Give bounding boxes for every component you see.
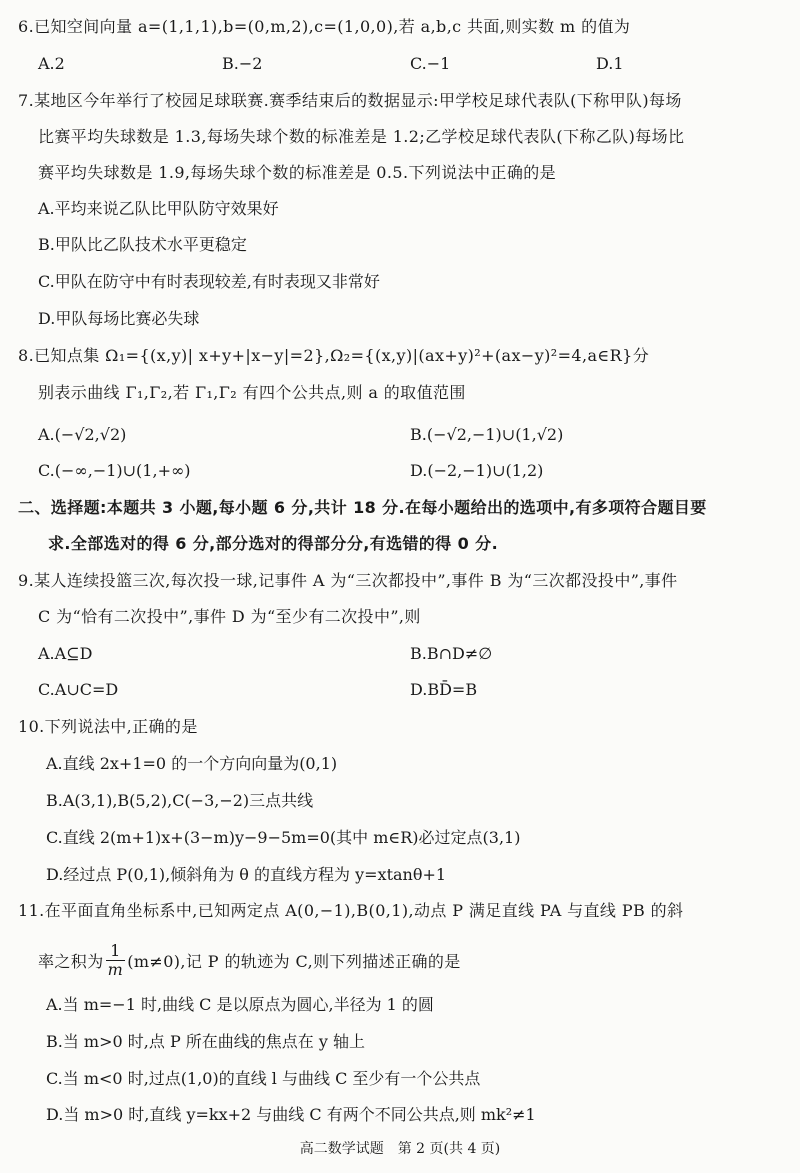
page-footer: 高二数学试题 第 2 页(共 4 页): [299, 1141, 501, 1157]
q9-stem-line1: 9.某人连续投篮三次,每次投一球,记事件 A 为“三次都投中”,事件 B 为“三次都没投中”,事件: [18, 571, 678, 590]
q9-option-a: A.A⊆D: [38, 644, 93, 663]
q10-option-b: B.A(3,1),B(5,2),C(−3,−2)三点共线: [46, 791, 314, 810]
section-2-heading-line1: 二、选择题:本题共 3 小题,每小题 6 分,共计 18 分.在每小题给出的选项中,有多项符合题目要: [18, 498, 707, 517]
q11-stem-line2-suffix: (m≠0),记 P 的轨迹为 C,则下列描述正确的是: [127, 952, 461, 971]
q11-fraction-numerator: 1: [106, 942, 126, 961]
q7-stem-line1: 7.某地区今年举行了校园足球联赛.赛季结束后的数据显示:甲学校足球代表队(下称甲队)每场: [18, 91, 682, 110]
q11-option-b: B.当 m>0 时,点 P 所在曲线的焦点在 y 轴上: [46, 1032, 366, 1051]
q11-stem-line2-prefix: 率之积为: [38, 952, 104, 971]
q6-option-d: D.1: [596, 54, 624, 73]
q11-fraction-denominator: m: [107, 960, 124, 979]
q6-option-b: B.−2: [222, 54, 263, 73]
q9-stem-line2: C 为“恰有二次投中”,事件 D 为“至少有二次投中”,则: [38, 607, 421, 626]
q6-stem: 6.已知空间向量 a=(1,1,1),b=(0,m,2),c=(1,0,0),若 a,b,c 共面,则实数 m 的值为: [18, 17, 631, 36]
q8-stem-line1: 8.已知点集 Ω₁={(x,y)| x+y+|x−y|=2},Ω₂={(x,y)|(ax+y)²+(ax−y)²=4,a∈R}分: [18, 346, 650, 365]
section-2-heading-line2: 求.全部选对的得 6 分,部分选对的得部分分,有选错的得 0 分.: [48, 534, 499, 553]
q9-option-c: C.A∪C=D: [38, 680, 119, 699]
q10-stem: 10.下列说法中,正确的是: [18, 717, 198, 736]
q7-stem-line3: 赛平均失球数是 1.9,每场失球个数的标准差是 0.5.下列说法中正确的是: [38, 163, 557, 182]
q11-stem-line1: 11.在平面直角坐标系中,已知两定点 A(0,−1),B(0,1),动点 P 满足直线 PA 与直线 PB 的斜: [18, 901, 684, 920]
q6-option-c: C.−1: [410, 54, 451, 73]
q10-option-c: C.直线 2(m+1)x+(3−m)y−9−5m=0(其中 m∈R)必过定点(3,1): [46, 828, 521, 847]
q10-option-d: D.经过点 P(0,1),倾斜角为 θ 的直线方程为 y=xtanθ+1: [46, 865, 447, 884]
q8-option-c: C.(−∞,−1)∪(1,+∞): [38, 461, 191, 480]
q11-fraction: [106, 942, 126, 979]
q11-stem-line2: [38, 941, 461, 981]
q7-option-d: D.甲队每场比赛必失球: [38, 309, 200, 328]
q8-option-d: D.(−2,−1)∪(1,2): [410, 461, 544, 480]
q8-option-b: B.(−√2,−1)∪(1,√2): [410, 425, 564, 444]
q10-option-a: A.直线 2x+1=0 的一个方向向量为(0,1): [46, 754, 338, 773]
q9-option-b: B.B∩D≠∅: [410, 644, 493, 663]
q7-option-a: A.平均来说乙队比甲队防守效果好: [38, 199, 279, 218]
q11-option-c: C.当 m<0 时,过点(1,0)的直线 l 与曲线 C 至少有一个公共点: [46, 1069, 481, 1088]
q8-stem-line2: 别表示曲线 Γ₁,Γ₂,若 Γ₁,Γ₂ 有四个公共点,则 a 的取值范围: [38, 383, 466, 402]
q11-option-a: A.当 m=−1 时,曲线 C 是以原点为圆心,半径为 1 的圆: [46, 995, 434, 1014]
q7-option-c: C.甲队在防守中有时表现较差,有时表现又非常好: [38, 272, 380, 291]
q11-option-d: D.当 m>0 时,直线 y=kx+2 与曲线 C 有两个不同公共点,则 mk²≠1: [46, 1105, 536, 1124]
q7-stem-line2: 比赛平均失球数是 1.3,每场失球个数的标准差是 1.2;乙学校足球代表队(下称乙队)每场比: [38, 127, 685, 146]
q9-option-d: D.BD̄=B: [410, 680, 478, 699]
q8-option-a: A.(−√2,√2): [38, 425, 127, 444]
q6-option-a: A.2: [38, 54, 65, 73]
q7-option-b: B.甲队比乙队技术水平更稳定: [38, 235, 247, 254]
